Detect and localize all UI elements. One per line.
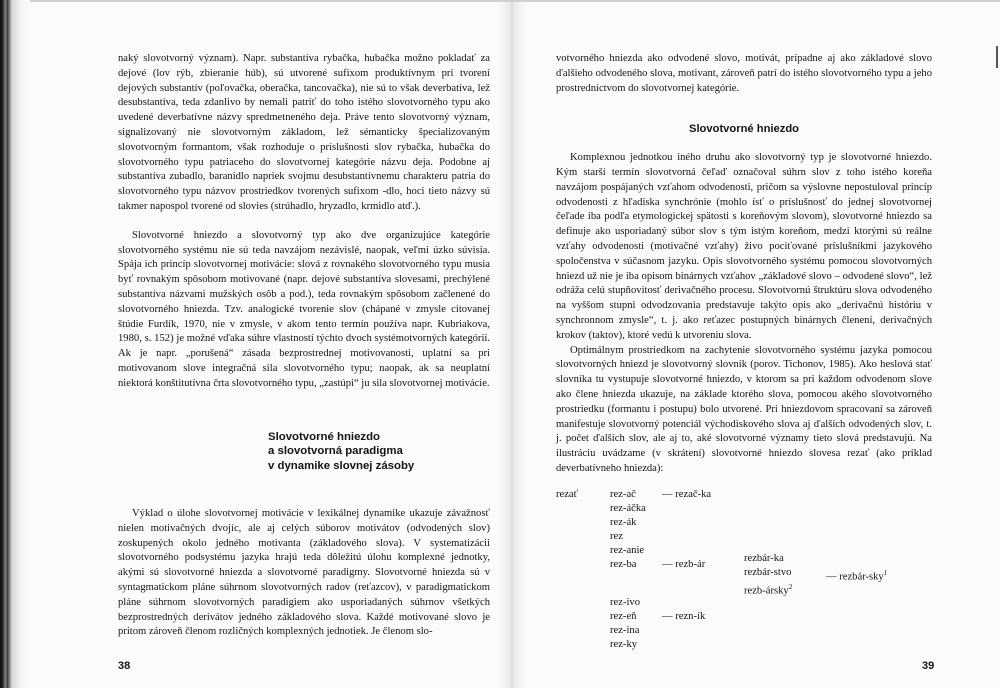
nest-item: rezbár-stvo	[744, 567, 792, 578]
nest-item: rez-áčka	[610, 503, 646, 514]
nest-item: rez	[610, 531, 623, 542]
scan-edge-mark	[996, 46, 998, 68]
chapter-heading-line-1: Slovotvorné hniezdo	[268, 430, 381, 443]
chapter-heading	[268, 430, 490, 474]
right-paragraph-3: Optimálnym prostriedkom na zachytenie slovotvorného systému jazyka pomocou slovotvorných hniezd je slovotvorný slovník (porov. Tichonov, 1985). Ako heslová stať slovníka tu vystupuje slovotvorné hniezdo, v ktorom sa pri každom odvodenom slove ako člene hniezda ukazuje, na základe ktorého slova, pomocou akého slovotvorného prostriedku (formantu i postupu) bolo utvorené. Pri hniezdovom spracovaní sa zároveň manifestuje slovotvorný potenciál východiskového slova aj ďalších odvodených slov, t. j. počet ďalších slov, ale aj to, aké slovotvorné významy tieto slová predstavujú. Na ilustráciu uvádzame (v skrátení) slovotvorné hniezdo slovesa rezať (ako príklad deverbatívneho hniezda):	[556, 344, 932, 474]
left-page	[118, 52, 490, 640]
right-paragraph-2: Komplexnou jednotkou iného druhu ako slovotvorný typ je slovotvorné hniezdo. Kým starší termín slovotvorná čeľaď označoval súhrn slov z toho istého koreňa navzájom pospájaných vzťahom odvodenosti, pričom sa výslovne nepostuloval princíp odvodenosti z hľadiska synchrónie (mohlo ísť o príslušnosť do jednej slovotvornej čeľade iba podľa etymologickej spätosti s koreňovým slovom), slovotvorné hniezdo sa definuje ako usporiadaný súbor slov s tým istým koreňom, medzi ktorými sú reálne vzťahy odvodenosti (motivačné vzťahy) živo pociťované príslušníkmi jazykového spoločenstva v súčasnom jazyku. Opis slovotvorného systému pomocou slovotvorných hniezd už nie je iba opisom binárnych vzťahov „základové slovo – odvodené slovo“, lež odráža celú stupňovitosť derivačného procesu. Slovotvornú štruktúru slova odvodeného na vyššom stupni odvodzovania predstavuje takýto opis ako „derivačnú históriu v synchronnom zmysle“, t. j. ako reťazec postupných binárnych členení, derivačných krokov (taktov), ktoré vedú k utvoreniu slova.	[556, 152, 932, 341]
nest-item: rez-ky	[610, 639, 638, 650]
nest-item: rez-anie	[610, 545, 645, 556]
section-heading: Slovotvorné hniezdo	[688, 123, 800, 136]
nest-item: rez-ba	[610, 559, 637, 570]
chapter-heading-line-3: v dynamike slovnej zásoby	[268, 459, 415, 472]
page-number-right: 39	[922, 660, 935, 672]
nest-item-text: — rezbár-sky	[826, 571, 884, 583]
right-paragraph-1: votvorného hniezda ako odvodené slovo, motivát, prípadne aj ako základové slovo ďalšieho odvodeného slova, motivant, zároveň patrí do istého slovotvorného typu a jeho prostredníctvom do slovotvornej kategórie.	[556, 53, 932, 94]
nest-item: rez-ač	[610, 489, 636, 500]
nest-item: — rezb-ár	[662, 559, 706, 570]
nest-item: rez-ina	[610, 625, 640, 636]
nest-item-text: rezb-ársky	[744, 585, 789, 597]
nest-item: rez-ivo	[610, 597, 640, 608]
chapter-heading-line-2: a slovotvorná paradigma	[268, 445, 403, 458]
nest-superscript: 2	[788, 583, 793, 591]
nest-item	[744, 580, 792, 599]
nest-root: rezať	[556, 489, 579, 500]
nest-item: — rezač-ka	[662, 489, 712, 500]
nest-item: rez-ák	[610, 517, 637, 528]
left-paragraph-2: Slovotvorné hniezdo a slovotvorný typ ako dve organizujúce kategórie slovotvorného systému nie sú teda navzájom nezávislé, naopak, veľmi úzko súvisia. Spája ich princíp slovotvornej motivácie: slová z rovnakého slovotvorného typu musia byť rovnakým spôsobom motivované (napr. dejové substantíva slovesami, prechýlené substantíva názvami mužských osôb a pod.), teda rovnakým spôsobom začlenené do slovotvorného hniezda. Tzv. analogické tvorenie slov (chápané v zmysle citovanej štúdie Furdík, 1970, nie v zmysle, v akom tento termín používa napr. Kubriakova, 1980, s. 152) je možné vďaka súhre vlastností týchto dvoch systémotvorných kategórií. Ak je napr. „porušená“ zásada bezprostrednej motivovanosti, uplatní sa pri motivovanom slove integračná sila slovotvorného typu; naopak, ak sa neuplatní niektorá konštitutívna črta slovotvorného typu, „zastúpi“ ju sila slovotvornej motivácie.	[118, 229, 490, 389]
book-gutter	[497, 0, 527, 688]
page-number-left: 38	[118, 660, 131, 672]
nest-item	[826, 566, 887, 585]
right-page	[556, 52, 932, 477]
nest-superscript: 1	[883, 569, 888, 577]
nest-item: rez-eň	[610, 611, 637, 622]
book-binding-edge	[0, 0, 30, 688]
left-paragraph-3: Výklad o úlohe slovotvornej motivácie v lexikálnej dynamike ukazuje závažnosť nielen motivačných dvojíc, ale aj celých súborov motivátov (odvodených slov) zoskupených okolo jedného motivanta (základového slova). V systematizácii slovotvorného podsystému jazyka hrajú teda dôležitú úlohu komplexné jednotky, akými sú slovotvorné hniezda a slovotvorné paradigmy. Slovotvorné hniezda sú v syntagmatickom pláne súhrnom slovotvorných radov (reťazcov), v paradigmatickom pláne súhrnom slovotvorných paradigiem ako usporiadaných súhrnov všetkých bezprostredných derivátov jedného základového slova. Každé motivované slovo je pritom zároveň členom rozličných komplexných jednotiek. Je členom slo-	[118, 508, 490, 638]
nest-item: rezbár-ka	[744, 553, 784, 564]
left-paragraph-1: naký slovotvorný význam). Napr. substantíva rybačka, hubačka možno pokladať za dejové (lov rýb, zbieranie húb), sú utvorené sufixom produktívnym pri tvorení dejových substantív (poľovačka, oberačka, tancovačka), nie sú to však deverbatíva, lež desubstantíva, teda zdanlivo by nemali patriť do toho istého slovotvorného typu ako uvedené deverbatívne názvy spredmetneného deja. Práve tento slovotvorný význam, signalizovaný nie slovotvorným základom, lež sémanticky špecializovaným slovotvorným formantom, však rozhoduje o príslušnosti slov rybačka, hubačka do slovotvorného typu patriaceho do slovotvornej kategórie názvu deja. Podobne aj substantíva zubadlo, baranidlo napriek svojmu desubstantívnemu charakteru patria do slovotvorného typu názvov prostriedkov tvorených sufixom -dlo, hoci tieto názvy sú takmer napospol tvorené od slovies (strúhadlo, hryzadlo, krmidlo atď.).	[118, 53, 490, 212]
scan-top-edge	[30, 0, 1000, 2]
nest-item: — rezn-ík	[662, 611, 706, 622]
